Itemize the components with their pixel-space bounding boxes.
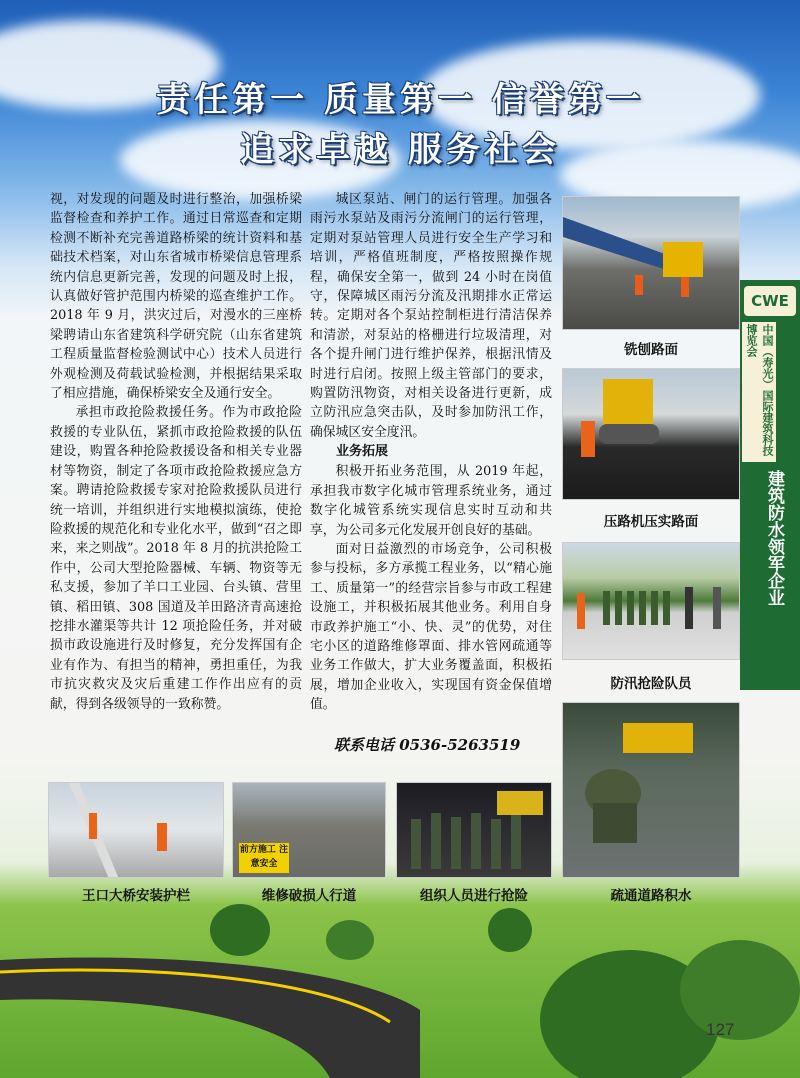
photo-roller — [562, 368, 740, 500]
section-heading: 业务拓展 — [336, 444, 389, 460]
paragraph: 城区泵站、闸门的运行管理。加强各雨污水泵站及雨污分流闸门的运行管理，定期对泵站管理人员进行安全生产学习和培训，严格值班制度，严格按照操作规程，确保安全第一，做到 24 小时在岗值守，保障城区雨污分流及汛期排水正常运转。定期对各个泵站控制柜进行清洁保养和清淤，对泵站的格栅进行垃圾清理，对各个提升闸门进行维护保养，根据汛情及时进行启闭。按照上级主管部门的要求，购置防汛物资，对相关设备进行更新，成立防汛应急突击队，及时参加防汛工作，确保城区安全度汛。 — [310, 192, 552, 440]
warning-sign: 前方施工 注意安全 — [239, 843, 289, 873]
landscape-illustration — [0, 900, 800, 1078]
contact-phone: 联系电话 0536-5263519 — [334, 736, 521, 754]
article-column-2 — [310, 190, 552, 715]
photo-milling — [562, 196, 740, 330]
rescue-illustration — [397, 783, 552, 878]
drain-illustration — [563, 703, 740, 878]
photo-rescue — [396, 782, 552, 878]
slogan-line2: 追求卓越 服务社会 — [240, 130, 560, 170]
slogan-line1: 责任第一 质量第一 信誉第一 — [156, 80, 644, 120]
caption-roller: 压路机压实路面 — [603, 514, 699, 530]
caption-flood-team: 防汛抢险队员 — [610, 676, 692, 692]
sidebar-title: 建筑防水领军企业 — [764, 470, 784, 606]
page-number: 127 — [706, 1020, 735, 1039]
paragraph: 视，对发现的问题及时进行整治，加强桥梁监督检查和养护工作。通过日常巡查和定期检测不断补充完善道路桥梁的统计资料和基础技术档案，对山东省城市桥梁信息管理系统内信息更新完善，发现的问题及时上报，认真做好管护范围内桥梁的巡查维护工作。2018 年 9 月，洪灾过后，对漫水的三座桥梁聘请山东省建筑科学研究院（山东省建筑工程质量监督检验测试中心）技术人员进行外观检测及荷载试验检测，并根据结果采取了相应措施，确保桥梁安全及通行安全。 — [50, 192, 302, 402]
paragraph: 面对日益激烈的市场竞争，公司积极参与投标，多方承揽工程业务，以“精心施工、质量第一”的经营宗旨参与市政工程建设施工，并积极拓展其他业务。利用自身市政养护施工“小、快、灵”的优势，对住宅小区的道路维修罩面、排水管网疏通等业务工作做大，扩大业务覆盖面，积极拓展，增加企业收入，实现国有资金保值增值。 — [310, 541, 552, 713]
sidebar-banner — [740, 280, 800, 690]
caption-sidewalk: 维修破损人行道 — [261, 888, 357, 904]
bridge-illustration — [49, 783, 224, 878]
caption-milling: 铣刨路面 — [624, 342, 678, 358]
caption-rescue: 组织人员进行抢险 — [420, 888, 528, 904]
caption-drain: 疏通道路积水 — [610, 888, 692, 904]
roller-illustration — [563, 369, 740, 500]
paragraph: 承担市政抢险救援任务。作为市政抢险救援的专业队伍，紧抓市政抢险救援的队伍建设，购置各种抢险救援设备和相关专业器材等物资，制定了各项市政抢险救援应急方案。聘请抢险救援专家对抢险救援队员进行统一培训，并组织进行实地模拟演练，使抢险救援的规范化和专业化水平，做到“召之即来，来之则战”。2018 年 8 月的抗洪抢险工作中，公司大型抢险器械、车辆、物资等无私支援，参加了羊口工业园、台头镇、营里镇、稻田镇、308 国道及羊田路济青高速抢挖排水灌渠等共计 12 项抢险任务，并对破损市政设施进行及时修复，充分发挥国有企业有作为、有担当的精神，勇担重任，为我市抗灾救灾及灾后重建工作作出应有的贡献，得到各级领导的一致称赞。 — [50, 405, 302, 712]
article-column-1 — [50, 190, 302, 714]
photo-bridge — [48, 782, 224, 878]
photo-drain — [562, 702, 740, 878]
team-illustration — [563, 543, 740, 660]
paragraph: 积极开拓业务范围，从 2019 年起，承担我市数字化城市管理系统业务，通过数字化城管系统实现信息实时互动和共享，为公司多元化发展开创良好的基础。 — [310, 464, 552, 538]
photo-sidewalk — [232, 782, 386, 878]
expo-logo: CWE — [744, 286, 796, 316]
milling-machine-illustration — [563, 197, 740, 330]
expo-name: 中国（寿光）国际建筑科技博览会 — [742, 322, 776, 462]
photo-flood-team — [562, 542, 740, 660]
caption-bridge: 王口大桥安装护栏 — [82, 888, 190, 904]
